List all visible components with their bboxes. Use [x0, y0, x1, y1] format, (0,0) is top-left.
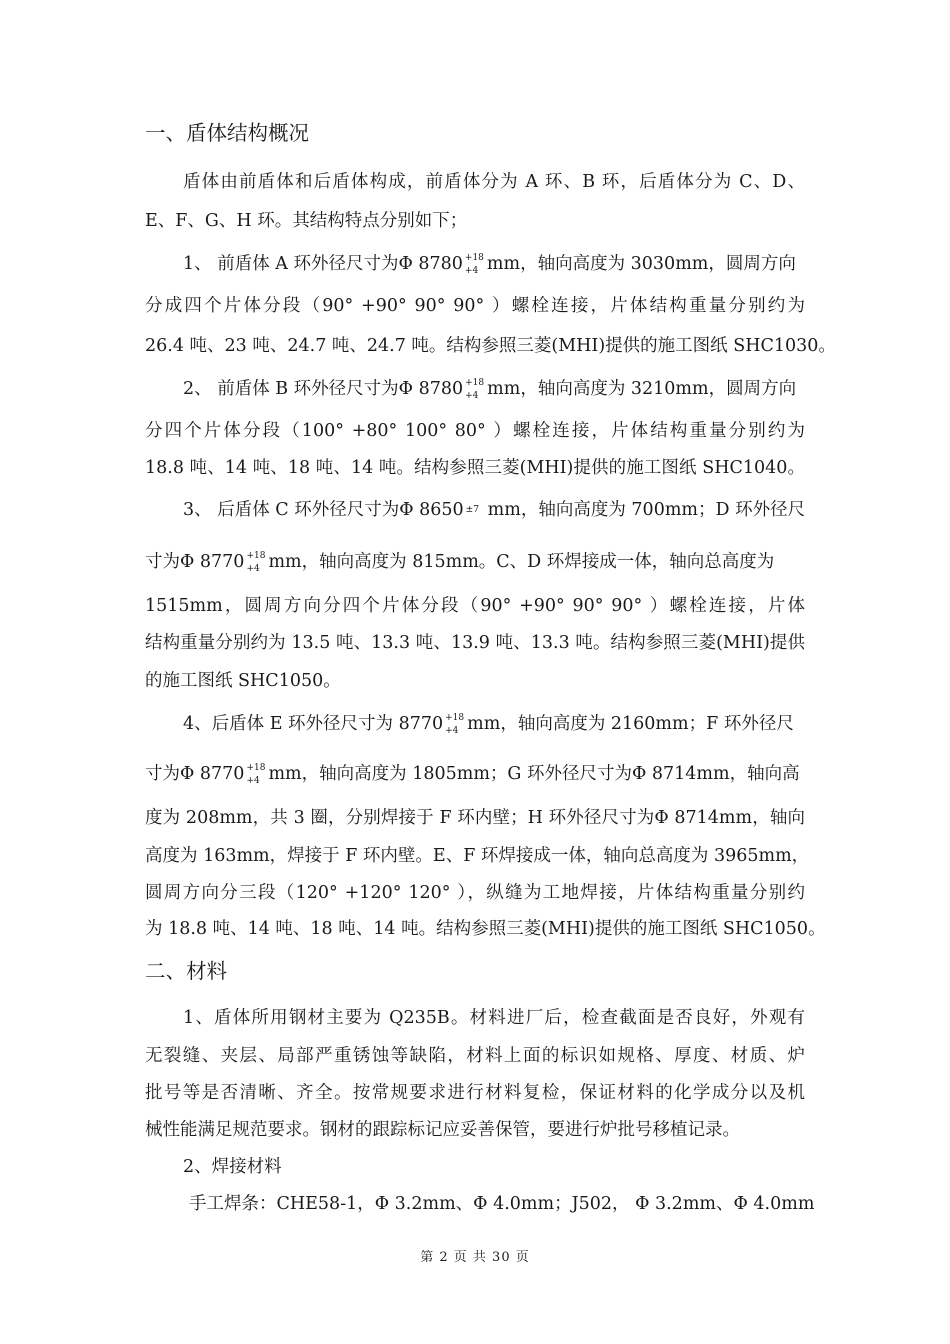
tolerance-lower: +4 [246, 563, 260, 574]
item1-line-3: 26.4 吨、23 吨、24.7 吨、24.7 吨。结构参照三菱(MHI)提供的施工图纸 SHC1030。 [145, 336, 836, 356]
electrodes-line: 手工焊条：CHE58-1，Φ 3.2mm、Φ 4.0mm；J502， Φ 3.2mm、Φ 4.0mm [189, 1194, 815, 1214]
materials-line-2: 无裂缝、夹层、局部严重锈蚀等缺陷，材料上面的标识如规格、厚度、材质、炉 [145, 1046, 805, 1066]
item2-line-3: 18.8 吨、14 吨、18 吨、14 吨。结构参照三菱(MHI)提供的施工图纸 SHC1040。 [145, 458, 805, 478]
item1-height-text: mm，轴向高度为 3030mm，圆周方向 [486, 254, 796, 274]
materials-line-4: 械性能满足规范要求。钢材的跟踪标记应妥善保管，要进行炉批号移植记录。 [145, 1120, 740, 1140]
item4-diameter-text: 4、后盾体 E 环外径尺寸为 8770 [183, 714, 444, 734]
tolerance-upper: +18 [445, 712, 465, 723]
item1-line-1 [183, 251, 796, 277]
item2-line-2: 分四个片体分段（100° +80° 100° 80° ）螺栓连接，片体结构重量分别约为 [145, 421, 805, 441]
intro-line-2: E、F、G、H 环。其结构特点分别如下； [145, 211, 468, 231]
tolerance-upper: +18 [465, 377, 485, 388]
intro-line-1: 盾体由前盾体和后盾体构成，前盾体分为 A 环、B 环，后盾体分为 C、D、 [183, 172, 805, 192]
item3-line-3: 1515mm，圆周方向分四个片体分段（90° +90° 90° 90° ）螺栓连接，片体 [145, 596, 805, 616]
item4-f-height-text: mm，轴向高度为 1805mm；G 环外径尺寸为Φ 8714mm，轴向高 [268, 764, 800, 784]
materials-line-3: 批号等是否清晰、齐全。按常规要求进行材料复检，保证材料的化学成分以及机 [145, 1083, 805, 1103]
item3-d-height-text: mm，轴向高度为 815mm。C、D 环焊接成一体，轴向总高度为 [268, 552, 775, 572]
tolerance-lower: +4 [445, 725, 459, 736]
item4-line-3: 度为 208mm，共 3 圈，分别焊接于 F 环内壁；H 环外径尺寸为Φ 8714mm，轴向 [145, 808, 805, 828]
tolerance-upper: +18 [464, 252, 484, 263]
tolerance-upper: +18 [246, 762, 266, 773]
item4-height-text: mm，轴向高度为 2160mm；F 环外径尺 [467, 714, 794, 734]
tolerance [466, 499, 486, 523]
item4-line-6: 为 18.8 吨、14 吨、18 吨、14 吨。结构参照三菱(MHI)提供的施工图纸 SHC1050。 [145, 919, 826, 939]
tolerance [246, 551, 266, 575]
tolerance [246, 763, 266, 787]
section-2-heading: 二、材料 [145, 959, 227, 983]
item4-line-4: 高度为 163mm，焊接于 F 环内壁。E、F 环焊接成一体，轴向总高度为 3965mm， [145, 846, 810, 866]
item2-diameter-text: 2、 前盾体 B 环外径尺寸为Φ 8780 [183, 379, 464, 399]
materials-line-1: 1、盾体所用钢材主要为 Q235B。材料进厂后，检查截面是否良好，外观有 [183, 1008, 805, 1028]
page-number-footer: 第 2 页 共 30 页 [420, 1250, 530, 1265]
item2-line-1 [183, 376, 796, 402]
tolerance-lower: +4 [464, 265, 479, 276]
tolerance [465, 253, 485, 277]
item4-line-1 [183, 711, 794, 737]
item4-f-diameter-text: 寸为Φ 8770 [145, 764, 245, 784]
tolerance-upper: +18 [246, 550, 266, 561]
item3-line-1 [183, 497, 805, 523]
item4-line-5: 圆周方向分三段（120° +120° 120° ），纵缝为工地焊接，片体结构重量分别约 [145, 883, 805, 903]
item3-d-diameter-text: 寸为Φ 8770 [145, 552, 245, 572]
tolerance-lower: +4 [465, 390, 479, 401]
item3-line-4: 结构重量分别约为 13.5 吨、13.3 吨、13.9 吨、13.3 吨。结构参照三菱(MHI)提供 [145, 633, 805, 653]
tolerance-lower: +4 [246, 775, 260, 786]
item1-line-2: 分成四个片体分段（90° +90° 90° 90° ）螺栓连接，片体结构重量分别约为 [145, 296, 805, 316]
item1-diameter-text: 1、 前盾体 A 环外径尺寸为Φ 8780 [183, 254, 463, 274]
item4-line-2 [145, 761, 800, 787]
tolerance [445, 713, 465, 737]
item3-height-text: mm，轴向高度为 700mm；D 环外径尺 [487, 500, 806, 520]
section-1-heading: 一、盾体结构概况 [145, 121, 309, 145]
item2-height-text: mm，轴向高度为 3210mm，圆周方向 [487, 379, 797, 399]
welding-materials-heading: 2、焊接材料 [183, 1157, 282, 1177]
tolerance-plus-minus: ±7 [465, 504, 479, 515]
item3-line-5: 的施工图纸 SHC1050。 [145, 671, 341, 691]
item3-line-2 [145, 549, 774, 575]
tolerance [465, 378, 485, 402]
item3-diameter-text: 3、 后盾体 C 环外径尺寸为Φ 8650 [183, 500, 464, 520]
